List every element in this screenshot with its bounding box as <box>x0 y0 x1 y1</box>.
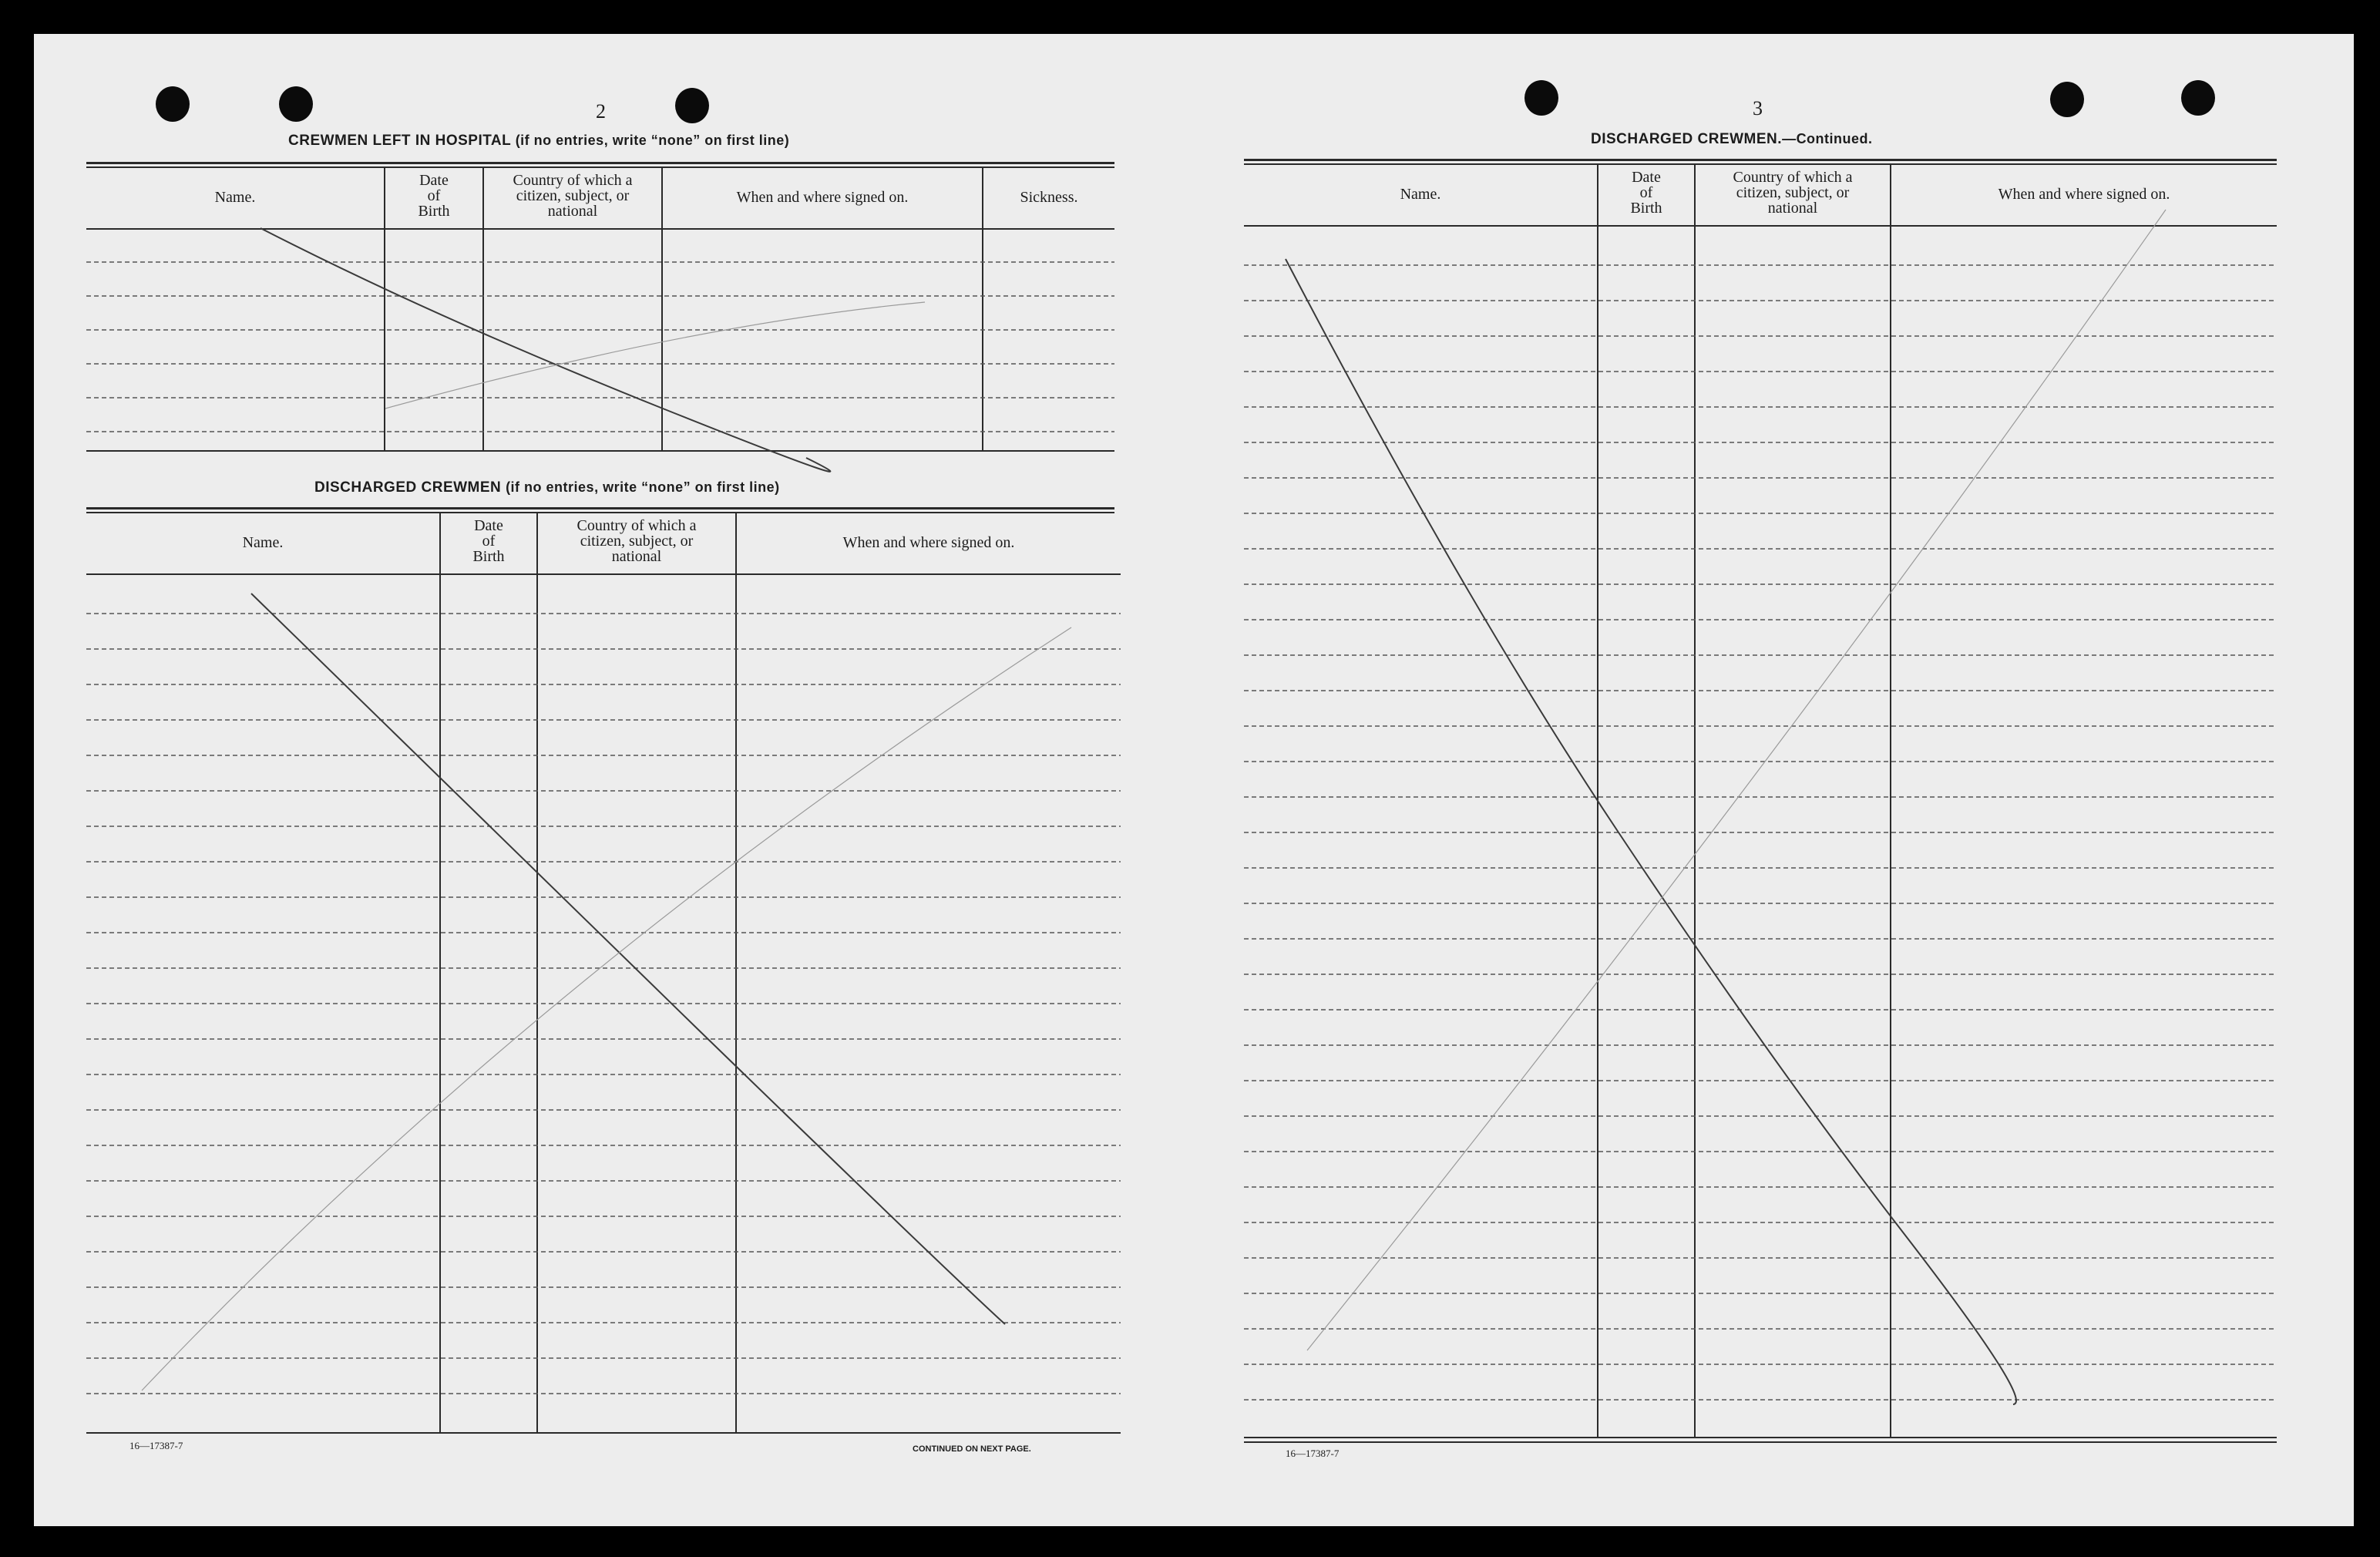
page-number-left: 2 <box>596 100 606 123</box>
column-header-date-of-birth: Date of Birth <box>1630 169 1662 217</box>
discharged-continued-title-text: DISCHARGED CREWMEN. <box>1591 131 1783 147</box>
column-header-date-of-birth: Date of Birth <box>472 517 505 565</box>
column-header-country: Country of which a citizen, subject, or national <box>577 517 697 565</box>
column-header-name: Name. <box>214 189 256 206</box>
pen-stroke <box>261 228 830 472</box>
column-header-country: Country of which a citizen, subject, or national <box>513 172 633 220</box>
continued-note: CONTINUED ON NEXT PAGE. <box>913 1444 1031 1454</box>
pen-stroke <box>251 594 1005 1324</box>
column-header-country: Country of which a citizen, subject, or national <box>1733 169 1853 217</box>
column-header-signed-on: When and where signed on. <box>1998 186 2170 203</box>
discharged-title-note: (if no entries, write “none” on first line) <box>506 479 780 495</box>
hospital-title-note: (if no entries, write “none” on first line) <box>515 133 790 148</box>
faint-pen-stroke <box>385 302 925 409</box>
faint-pen-stroke <box>1307 210 2166 1350</box>
hospital-title-text: CREWMEN LEFT IN HOSPITAL <box>288 133 511 149</box>
form-number-left: 16—17387-7 <box>129 1440 183 1451</box>
column-header-signed-on: When and where signed on. <box>736 189 909 206</box>
page-number-right: 3 <box>1753 97 1763 119</box>
column-header-sickness: Sickness. <box>1020 189 1078 206</box>
discharged-title-text: DISCHARGED CREWMEN <box>314 479 502 496</box>
column-header-name: Name. <box>242 534 284 551</box>
discharged-continued-note: —Continued. <box>1782 131 1873 146</box>
form-number-right: 16—17387-7 <box>1286 1448 1340 1459</box>
column-header-name: Name. <box>1400 186 1441 203</box>
faint-pen-stroke <box>142 627 1071 1391</box>
column-header-date-of-birth: Date of Birth <box>418 172 450 220</box>
column-header-signed-on: When and where signed on. <box>842 534 1015 551</box>
pen-stroke <box>1286 259 2016 1404</box>
